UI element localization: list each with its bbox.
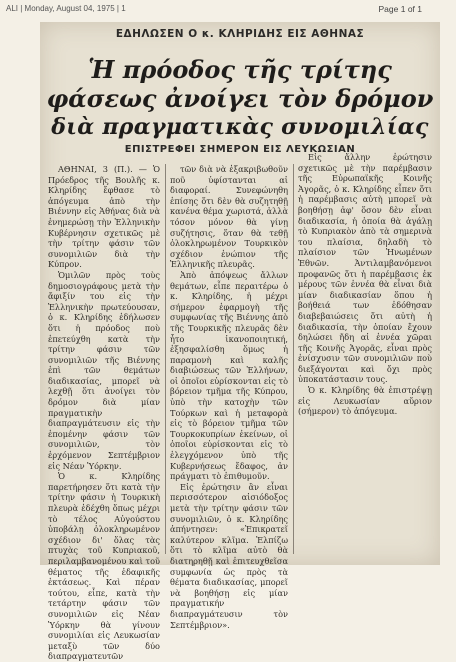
article-paragraph: Ἀπὸ ἀπόψεως ἄλλων θεμάτων, εἶπε περαιτέρω ὁ κ. Κληρίδης, ἡ μέχρι σήμερον ἐφαρμογὴ τῆς συμφωνίας τῆς Βιέννης ἀπὸ τῆς Τουρκικῆς πλευρᾶς δὲν ἦτο ἱκανοποιητική, ἐξησφαλίσθη ὅμως ἡ παραμονὴ καὶ καλῆς διαβιώσεως τῶν Ἑλλήνων, οἱ ὁποῖοι εὑρίσκονται εἰς τὸ βόρειον τμῆμα τῆς Κύπρου, ὑπὸ τὴν κατοχὴν τῶν Τούρκων καὶ ἡ μεταφορὰ εἰς τὸ βόρειον τμῆμα τῶν Τουρκοκυπρίων ἐκείνων, οἱ ὁποῖοι εὑρίσκονται εἰς τὸ ἐλεγχόμενον ὑπὸ τῆς Κυβερνήσεως ἔδαφος, ἀν πράγματι τὸ ἐπιθυμοῦν.	[170, 269, 288, 482]
article-column-1	[48, 164, 160, 662]
article-paragraph: Ὁμιλῶν πρὸς τοὺς δημοσιογράφους μετὰ τὴν ἄφιξίν του εἰς τὴν Ἑλληνικὴν πρωτεύουσαν, ὁ κ. Κληρίδης ἐδήλωσεν ὅτι ἡ πρόοδος ποὺ ἐπετεύχθη κατὰ τὴν τρίτην φάσιν τῶν συνομιλιῶν τῆς Βιέννης ἐπὶ τῶν θεμάτων διαδικασίας, μπορεῖ νὰ λεχθῇ ὅτι ἀνοίγει τὸν δρόμον διὰ μίαν πραγματικὴν διαπραγμάτευσιν εἰς τὴν ἐπομένην φάσιν τῶν συνομιλιῶν, τὸν ἐρχόμενον Σεπτέμβριον εἰς Νέαν Ὑόρκην.	[48, 269, 160, 471]
article-kicker: ΕΔΗΛΩΣΕΝ Ο κ. ΚΛΗΡΙΔΗΣ ΕΙΣ ΑΘΗΝΑΣ	[115, 28, 365, 40]
article-paragraph: Ὁ κ. Κληρίδης παρετήρησεν ὅτι κατὰ τὴν τρίτην φάσιν ἡ Τουρκικὴ πλευρὰ ἐδέχθη ὅπως μέχρι τὸ τέλος Αὐγούστου ὑποβάλῃ ὁλοκληρωμένον σχέδιον δι' ὅλας τὰς πτυχὰς τοῦ Κυπριακοῦ, περιλαμβανομένου καὶ τοῦ θέματος τῆς ἐδαφικῆς ἐκτάσεως. Καὶ πέραν τούτου, εἶπε, κατὰ τὴν τετάρτην φάσιν τῶν συνομιλιῶν εἰς Νέαν Ὑόρκην θὰ γίνουν συνομιλίαι εἰς Λευκωσίαν μεταξὺ τῶν δύο διαπραγματευτῶν	[48, 471, 160, 662]
issue-date-header: ALI | Monday, August 04, 1975 | 1	[6, 4, 126, 13]
headline-line-2: φάσεως ἀνοίγει τὸν δρόμον	[46, 84, 434, 113]
article-column-2	[170, 164, 288, 630]
article-paragraph: Ὁ κ. Κληρίδης θὰ ἐπιστρέψῃ εἰς Λευκωσίαν αὔριον (σήμερον) τὸ ἀπόγευμα.	[298, 385, 432, 417]
article-paragraph: ΑΘΗΝΑΙ, 3 (Π.). — Ὁ Πρόεδρος τῆς Βουλῆς κ. Κληρίδης ἔφθασε τὸ ἀπόγευμα ἀπὸ τὴν Βιέννην εἰς Ἀθήνας διὰ νὰ ἐνημερώσῃ τὴν Ἑλληνικὴν Κυβέρνησιν σχετικῶς μὲ τὴν τρίτην φάσιν τῶν συνομιλιῶν διὰ τὴν Κύπρον.	[48, 164, 160, 270]
headline-line-3: διὰ πραγματικὰς συνομιλίας	[51, 114, 429, 140]
article-paragraph: Εἰς ἄλλην ἐρώτησιν σχετικῶς μὲ τὴν παρέμβασιν τῆς Εὐρωπαϊκῆς Κοινῆς Ἀγορᾶς, ὁ κ. Κληρίδης εἶπεν ὅτι ἡ παρέμβασις αὐτὴ μπορεῖ νὰ βοηθήσῃ ἀφ' ὅσον δὲν εἶναι διαδικασία, ἡ ὁποία θὰ ἀγάλῃ τὸ Κυπριακὸν ἀπὸ τὰ σημερινὰ του πλαίσια, δηλαδὴ τὸ πλαίσιον τῶν Ἡνωμένων Ἐθνῶν. Ἀντιλαμβανόμενοι προφανῶς ὅτι ἡ παρέμβασις ἐκ μέρους τῶν ἐννέα θὰ εἶναι διὰ μίαν διαδικασίαν ὅπου ἡ βοήθειά των ἐδόθησαν διαβεβαιώσεις ὅτι αὐτὴ ἡ διαδικασία, τὴν ὁποίαν ἔχουν δηλώσει ἤδη αἱ ἐννέα χῶραι τῆς Κοινῆς Ἀγορᾶς, εἶναι πρὸς ἐνίσχυσιν τῶν συνομιλιῶν ποὺ διεξάγονται καὶ ὄχι πρὸς ὑποκατάστασιν τους.	[298, 152, 432, 385]
article-paragraph: τῶν διὰ νὰ ἐξακριβωθοῦν ποῦ ὑφίστανται αἱ διαφοραί. Συνεφώνηθη ἐπίσης ὅτι δὲν θὰ συζητηθῇ κανένα θέμα χωριστά, ἀλλὰ τόσον μόνον θὰ γίνῃ συζήτησις, ὅταν θὰ τεθῇ ὁλοκληρωμένον Τουρκικὸν σχέδιον ἐνώπιον τῆς Ἑλληνικῆς πλευρᾶς.	[170, 164, 288, 270]
column-divider	[293, 164, 294, 554]
viewer-header-bar	[0, 0, 456, 18]
article-column-3	[298, 152, 432, 547]
newspaper-clipping	[40, 22, 440, 662]
page-indicator: Page 1 of 1	[378, 4, 422, 14]
article-paragraph: Εἰς ἐρώτησιν ἂν εἶναι περισσότερον αἰσιόδοξος μετὰ τὴν τρίτην φάσιν τῶν συνομιλιῶν, ὁ κ. Κληρίδης ἀπήντησεν: «Ἐπικρατεῖ καλύτερον κλῖμα. Ἐλπίζω ὅτι τὸ κλῖμα αὐτὸ θὰ διατηρηθῇ καὶ ἐπιτευχθεῖσα συμφωνία ὡς πρὸς τὰ θέματα διαδικασίας, μπορεῖ νὰ βοηθήσῃ εἰς μίαν πραγματικήν διαπραγμάτευσιν τὸν Σεπτέμβριον».	[170, 481, 288, 630]
column-divider	[165, 164, 166, 554]
article-subhead: ΕΠΙΣΤΡΕΦΕΙ ΣΗΜΕΡΟΝ ΕΙΣ ΛΕΥΚΩΣΙΑΝ	[124, 144, 356, 155]
headline-line-1: Ἡ πρόοδος τῆς τρίτης	[88, 55, 392, 84]
